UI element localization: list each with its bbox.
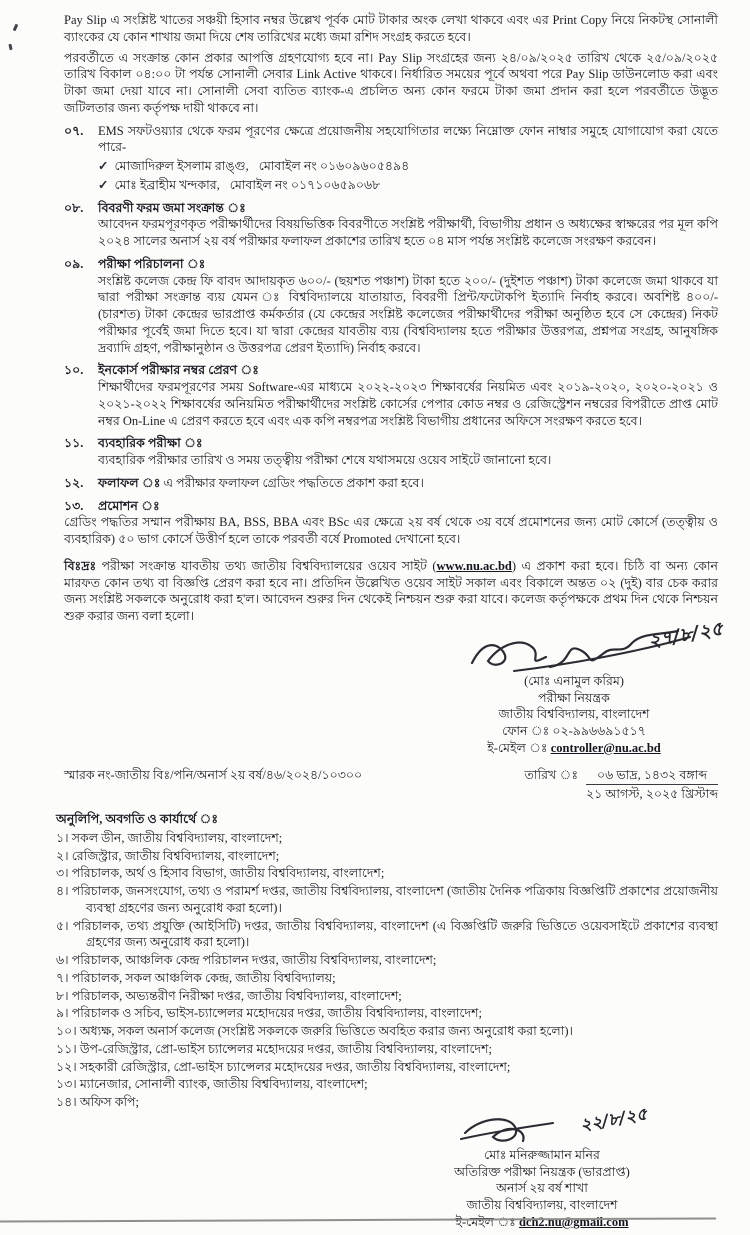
clause-text: EMS সফটওয়্যার থেকে ফরম পূরণের ক্ষেত্রে প্রয়োজনীয় সহযোগিতার লক্ষ্যে নিম্নোক্ত ফোন নাম্বার সমুহে যোগাযোগ করা যেতে পারে- <box>98 123 718 155</box>
distribution-list <box>56 811 718 1111</box>
cc-item: ১৩। ম্যানেজার, সোনালী ব্যাংক, জাতীয় বিশ্ববিদ্যালয়, বাংলাদেশ; <box>56 1077 368 1092</box>
cc-item: ৫। পরিচালক, তথ্য প্রযুক্তি (আইসিটি) দপ্তর, জাতীয় বিশ্ববিদ্যালয়, বাংলাদেশ (এ বিজ্ঞপ্তিটি জরুরি ভিত্তিতে ওয়েবসাইটে প্রকাশের ব্যবস্থা গ্রহণের জন্য অনুরোধ করা হলো)। <box>56 918 718 950</box>
cc-item: ১১। উপ-রেজিস্ট্রার, প্রো-ভাইস চ্যান্সেলর মহোদয়ের দপ্তর, জাতীয় বিশ্ববিদ্যালয়, বাংলাদেশ; <box>56 1041 492 1056</box>
date-bangla: ০৬ ভাদ্র, ১৪৩২ বঙ্গাব্দ <box>586 767 718 786</box>
clause-11 <box>64 435 718 469</box>
nb-note <box>64 558 718 625</box>
clause-number: ০৮. <box>64 200 84 215</box>
clause-heading: প্রমোশন ঃ <box>98 498 160 513</box>
signatory-title: অতিরিক্ত পরীক্ষা নিয়ন্ত্রক (ভারপ্রাপ্ত) <box>454 1164 630 1179</box>
clause-inline-text: এ পরীক্ষার ফলাফল গ্রেডিং পদ্ধতিতে প্রকাশ করা হবে। <box>160 475 424 490</box>
signature-scribble <box>392 1104 692 1147</box>
date-gregorian: ২১ আগস্ট, ২০২৫ খ্রিস্টাব্দ <box>586 787 718 802</box>
signatory-email-line <box>392 1214 692 1231</box>
clause-text <box>98 475 718 492</box>
cc-item: ১২। সহকারী রেজিস্ট্রার, প্রো-ভাইস চ্যান্সেলর মহোদয়ের দপ্তর, জাতীয় বিশ্ববিদ্যালয়, বাংলাদেশ; <box>56 1059 511 1074</box>
clause-number: ১২. <box>64 475 84 490</box>
cc-item: ১০। অধ্যক্ষ, সকল অনার্স কলেজ (সংশ্লিষ্ট সকলকে জরুরি ভিত্তিতে অবহিত করার জন্য অনুরোধ করা হলো)। <box>56 1024 573 1038</box>
signatory-org: জাতীয় বিশ্ববিদ্যালয়, বাংলাদেশ <box>498 707 650 722</box>
website-link[interactable]: www.nu.ac.bd <box>436 558 512 573</box>
memo-row <box>64 767 718 804</box>
contact-row <box>98 177 718 194</box>
pen-mark <box>8 44 12 50</box>
clause-12 <box>64 475 718 492</box>
clause-number: ১০. <box>64 363 84 378</box>
dch2-email-link[interactable]: dch2.nu@gmail.com <box>518 1214 629 1229</box>
email-label: ই-মেইল ঃ <box>487 740 548 755</box>
contact-name: মোজাদিরুল ইসলাম রাঙ্গু, <box>114 159 249 173</box>
signatory-phone: ফোন ঃ ০২-৯৯৬৬৯১৫১৭ <box>502 724 646 738</box>
pen-mark <box>13 24 19 32</box>
cc-item: ৭। পরিচালক, সকল আঞ্চলিক কেন্দ্র, জাতীয় বিশ্ববিদ্যালয়; <box>56 970 336 985</box>
clause-text: ব্যবহারিক পরীক্ষার তারিখ ও সময় তত্ত্বীয় পরীক্ষা শেষে যথাসময়ে ওয়েব সাইটে জানানো হবে। <box>98 453 552 467</box>
date-box <box>525 767 718 804</box>
intro-paragraph-1: Pay Slip এ সংশ্লিষ্ট খাতের সঞ্চয়ী হিসাব নম্বর উল্লেখ পূর্বক মোট টাকার অংক লেখা থাকবে এবং এর Print Copy নিয়ে নিকটস্থ সোনালী ব্যাংকের যে কোন শাখায় জমা দিয়ে শেষ তারিখের মধ্যে জমা রশিদ সংগ্রহ করতে হবে। <box>64 13 718 44</box>
cc-item: ২। রেজিস্ট্রার, জাতীয় বিশ্ববিদ্যালয়, বাংলাদেশ; <box>56 848 280 863</box>
signatory-title: পরীক্ষা নিয়ন্ত্রক <box>538 690 610 705</box>
cc-item: ৪। পরিচালক, জনসংযোগ, তথ্য ও পরামর্শ দপ্তর, জাতীয় বিশ্ববিদ্যালয়, বাংলাদেশ (জাতীয় দৈনিক পত্রিকায় বিজ্ঞপ্তিটি প্রকাশের প্রয়োজনীয় ব্যবস্থা গ্রহণের জন্য অনুরোধ করা হলো)। <box>56 884 718 915</box>
clause-heading: ফলাফল ঃ <box>98 475 161 490</box>
signatory-name: মোঃ মনিরুজ্জামান মনির <box>484 1147 600 1162</box>
clause-13-body: গ্রেডিং পদ্ধতির সম্মান পরীক্ষায় BA, BSS, BBA এবং BSc এর ক্ষেত্রে ২য় বর্ষ থেকে ৩য় বর্ষে প্রমোশনের জন্য মোট কোর্সে (তত্ত্বীয় ও ব্যবহারিক) ৫০ ভাগ কোর্সে উত্তীর্ণ হলে তাকে পরবর্তী বর্ষে Promoted দেখানো হবে। <box>64 515 718 546</box>
nb-text-after: ) এ প্রকাশ করা হবে। চিঠি বা অন্য কোন মারফত কোন তথ্য বা বিজ্ঞপ্তি প্রেরণ করা হবে না। প্রতিদিন উল্লেখিত ওয়েব সাইট সকাল এবং বিকালে অন্তত ০২ (দুই) বার চেক করার জন্য সংশ্লিষ্ট সকলকে অনুরোধ করা হ'ল। আবেদন শুরুর দিন থেকেই নিশ্চয়ন শুরু করা যাবে। কলেজ কর্তৃপক্ষকে প্রথম দিন থেকে নিশ্চয়ন শুরু করার জন্য বলা হলো। <box>64 558 718 623</box>
controller-email-link[interactable]: controller@nu.ac.bd <box>550 740 661 755</box>
cc-item: ১৪। অফিস কপি; <box>56 1095 140 1109</box>
clause-heading: ব্যবহারিক পরীক্ষা ঃ <box>98 436 203 451</box>
handwritten-date: ২২/৮/২৫ <box>579 1104 650 1136</box>
controller-signature-block <box>434 617 726 757</box>
clause-09 <box>64 256 718 357</box>
cc-item: ৩। পরিচালক, অর্থ ও হিসাব বিভাগ, জাতীয় বিশ্ববিদ্যালয়, বাংলাদেশ; <box>56 866 385 881</box>
signatory-dept: অনার্স ২য় বর্ষ শাখা <box>496 1181 588 1196</box>
cc-item: ১। সকল ডীন, জাতীয় বিশ্ববিদ্যালয়, বাংলাদেশ; <box>56 830 283 845</box>
clause-08 <box>64 200 718 250</box>
clause-07 <box>64 123 718 194</box>
signature-scribble <box>434 617 726 673</box>
signatory-name: (মোঃ এনামুল করিম) <box>524 673 624 688</box>
cc-item: ৯। পরিচালক ও সচিব, ভাইস-চ্যান্সেলর মহোদয়ের দপ্তর, জাতীয় বিশ্ববিদ্যালয়, বাংলাদেশ; <box>56 1006 482 1021</box>
clause-10 <box>64 362 718 429</box>
checkmark-icon: ✓ <box>98 159 109 173</box>
additional-controller-signature-block <box>392 1104 692 1231</box>
contact-phone: মোবাইল নং ০১৭১০৬৫৯০৬৮ <box>229 177 381 192</box>
cc-item: ৮। পরিচালক, অভ্যন্তরীণ নিরীক্ষা দপ্তর, জাতীয় বিশ্ববিদ্যালয়, বাংলাদেশ; <box>56 988 402 1003</box>
clause-text: আবেদন ফরমপূরণকৃত পরীক্ষার্থীদের বিষয়ভিত্তিক বিবরণীতে সংশ্লিষ্ট পরীক্ষার্থী, বিভাগীয় প্রধান ও অধ্যক্ষের স্বাক্ষরের পর মূল কপি ২০২৪ সালের অনার্স ২য় বর্ষ পরীক্ষার ফলাফল প্রকাশের তারিখ হতে ০৪ মাস পর্যন্ত সংশ্লিষ্ট কলেজে সংরক্ষণ করবেন। <box>98 217 718 248</box>
intro-paragraph-2: পরবর্তীতে এ সংক্রান্ত কোন প্রকার আপত্তি গ্রহণযোগ্য হবে না। Pay Slip সংগ্রহের জন্য ২৪/০৯/২০২৫ তারিখ থেকে ২৫/০৯/২০২৫ তারিখ বিকাল ০৪:০০ টা পর্যন্ত সোনালী সেবার Link Active থাকবে। নির্ধারিত সময়ের পূর্বে অথবা পরে Pay Slip ডাউনলোড করা এবং টাকা জমা দেয়া যাবে না। সোনালী সেবা ব্যতিত ব্যাংক-এ প্রচলিত অন্য কোন ফরমে টাকা জমা প্রদান করা হলে পরবর্তীতে উদ্ভূত জটিলতার জন্য কর্তৃপক্ষ দায়ী থাকবে না। <box>64 50 718 115</box>
date-label: তারিখ ঃ <box>524 767 579 782</box>
nb-prefix: বিঃদ্রঃ <box>64 558 97 573</box>
cc-item: ৬। পরিচালক, আঞ্চলিক কেন্দ্র পরিচালন দপ্তর, জাতীয় বিশ্ববিদ্যালয়, বাংলাদেশ; <box>56 953 437 967</box>
signatory-org: জাতীয় বিশ্ববিদ্যালয়, বাংলাদেশ <box>466 1198 618 1212</box>
clause-text: সংশ্লিষ্ট কলেজ কেন্দ্র ফি বাবদ আদায়কৃত ৬০০/- (ছয়শত পঞ্চাশ) টাকা হতে ২০০/- (দুইশত পঞ্চাশ) টাকা কলেজে জমা থাকবে যা দ্বারা পরীক্ষা সংক্রান্ত ব্যয় যেমন ঃ বিশ্ববিদ্যালয়ে যাতায়াত, বিবরণী প্রিন্ট/ফটোকপি ইত্যাদি নির্বাহ করবে। অবশিষ্ট ৪০০/- (চারশত) টাকা কেন্দ্রের ভারপ্রাপ্ত কর্মকর্তার (যে কেন্দ্রের সংশ্লিষ্ট কলেজের পরীক্ষার্থীদের পরীক্ষা অনুষ্ঠিত হবে সে কেন্দ্রের) নিকট পরীক্ষার পূর্বেই জমা দিতে হবে। যা দ্বারা কেন্দ্রের যাবতীয় ব্যয় (বিশ্ববিদ্যালয় হতে পরীক্ষার উত্তরপত্র, প্রশ্নপত্র সংগ্রহ, আনুষঙ্গিক দ্রব্যাদি গ্রহণ, পরীক্ষানুষ্ঠান ও উত্তরপত্র প্রেরণ ইত্যাদি) নির্বাহ করবে। <box>98 273 718 355</box>
clause-heading: ইনকোর্স পরীক্ষার নম্বর প্রেরণ ঃ <box>98 363 259 378</box>
contact-name: মোঃ ইব্রাহীম খন্দকার, <box>114 177 220 192</box>
clause-text: শিক্ষার্থীদের ফরমপূরণের সময় Software-এর মাধ্যমে ২০২২-২০২৩ শিক্ষাবর্ষের নিয়মিত এবং ২০১৯-২০২০, ২০২০-২০২১ ও ২০২১-২০২২ শিক্ষাবর্ষের অনিয়মিত পরীক্ষার্থীদের সংশ্লিষ্ট কোর্সের পেপার কোড নম্বর ও রেজিস্ট্রেশন নম্বরের বিপরীতে প্রাপ্ত মোট নম্বর On-Line এ প্রেরণ করতে হবে এবং এক কপি নম্বরপত্র সংশ্লিষ্ট বিভাগীয় প্রধানের অফিসে সংরক্ষণ করতে হবে। <box>98 380 718 428</box>
clause-number: ১৩. <box>64 498 84 513</box>
date-stack <box>586 767 718 804</box>
signatory-email-line <box>434 740 714 757</box>
clause-number: ০৯. <box>64 256 84 271</box>
contact-row <box>98 158 718 175</box>
clause-number: ০৭. <box>64 123 84 138</box>
clause-heading: পরীক্ষা পরিচালনা ঃ <box>98 256 206 271</box>
contact-phone: মোবাইল নং ০১৬০৯৬০৫৪৯৪ <box>258 159 410 173</box>
clause-number: ১১. <box>64 436 84 451</box>
memo-reference: স্মারক নং-জাতীয় বিঃ/পনি/অনার্স ২য় বর্ষ/৪৬/২০২৪/১০৩০০ <box>64 767 363 782</box>
checkmark-icon: ✓ <box>98 177 109 192</box>
nb-text-before: পরীক্ষা সংক্রান্ত যাবতীয় তথ্য জাতীয় বিশ্ববিদ্যালয়ের ওয়েব সাইট ( <box>96 558 437 573</box>
handwritten-date: ২৭/৮/২৫ <box>646 617 726 653</box>
distribution-heading: অনুলিপি, অবগতি ও কার্যার্থে ঃ <box>56 812 219 826</box>
clause-heading: বিবরণী ফরম জমা সংক্রান্ত ঃ <box>98 200 246 215</box>
clause-13 <box>64 498 718 515</box>
email-label: ই-মেইল ঃ <box>455 1214 516 1229</box>
